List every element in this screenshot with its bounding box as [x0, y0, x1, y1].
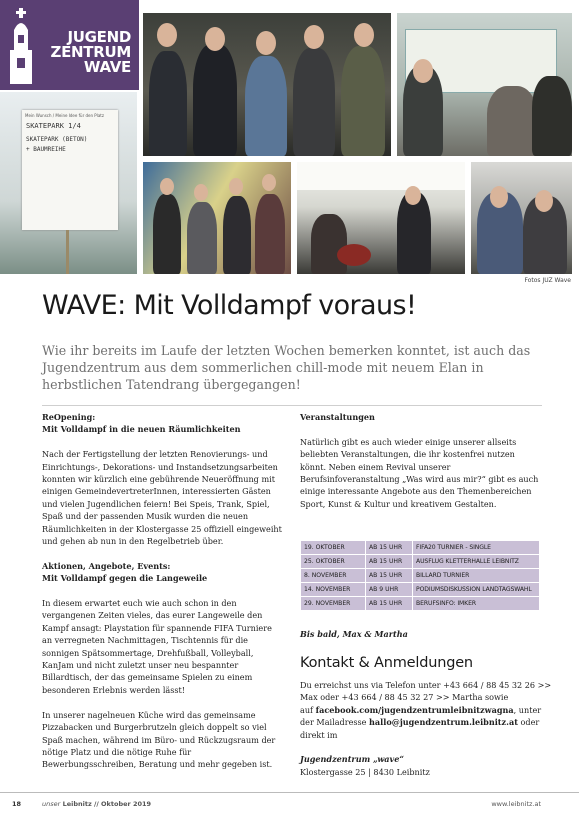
- kontakt-block: [300, 679, 552, 778]
- section-heading-aktionen: Aktionen, Angebote, Events:: [42, 560, 171, 571]
- kontakt-direct: direkt im: [300, 729, 338, 740]
- photo-wish-wall: [397, 13, 572, 156]
- photo-caption: Fotos JUZ Wave: [524, 277, 571, 284]
- events-table: [300, 540, 540, 611]
- article-headline: WAVE: Mit Volldampf voraus!: [42, 290, 417, 321]
- event-row: [301, 583, 540, 597]
- section-heading-reopening: ReOpening:: [42, 412, 96, 422]
- event-row: [301, 555, 540, 569]
- event-title: AUSFLUG KLETTERHALLE LEIBNITZ: [413, 555, 540, 569]
- event-time: AB 15 UHR: [366, 555, 413, 569]
- email-link[interactable]: hallo@jugendzentrum.leibnitz.at: [369, 717, 518, 728]
- event-time: AB 15 UHR: [366, 541, 413, 555]
- photo-wish-card: [0, 92, 137, 274]
- photo-group-officials: [143, 13, 391, 156]
- website-link[interactable]: www.leibnitz.at: [491, 800, 541, 808]
- wish-card-line-2: SKATEPARK (BETON): [26, 136, 88, 143]
- event-title: BILLARD TURNIER: [413, 569, 540, 583]
- magazine-prefix: unser: [42, 800, 61, 808]
- event-time: AB 15 UHR: [366, 597, 413, 611]
- paragraph-veranstaltungen: Natürlich gibt es auch wieder einige unserer allseits beliebten Veranstaltungen, die ihr kostenfrei nutzen könnt. Neben einem Revival unserer Berufsinfoveranstaltung „Was wird aus mir?“ gibt es auch einige interessante Angebote aus den Themenbereichen Sport, Kunst & Kultur und kreativem Gestalten.: [300, 436, 539, 509]
- left-column: [42, 411, 282, 783]
- logo-line-3: WAVE: [83, 58, 131, 76]
- wish-card-line-1: SKATEPARK 1/4: [26, 122, 81, 130]
- kontakt-phone-martha: Max oder +43 664 / 88 45 32 27 >> Martha sowie: [300, 692, 509, 703]
- event-row: [301, 569, 540, 583]
- wish-card-line-3: + BAUMREIHE: [26, 146, 66, 153]
- magazine-issue: [42, 800, 151, 808]
- event-date: 29. NOVEMBER: [301, 597, 366, 611]
- wish-card: [22, 110, 118, 230]
- kontakt-org: Jugendzentrum „wave“: [300, 754, 405, 765]
- kontakt-facebook-suffix: , unter: [513, 704, 542, 715]
- event-title: PODIUMSDISKUSSION LANDTAGSWAHL: [413, 583, 540, 597]
- paragraph-reopening: Nach der Fertigstellung der letzten Renovierungs- und Einrichtungs-, Dekorations- und Instandsetzungsarbeiten konnten wir kürzlich eine gebührende Neueröffnung mit einigen GemeindevertreterInnen, interessierten Gästen und vielen Jugendlichen feiern! Bei Speis, Trank, Spiel, Spaß und der passenden Musik wurden die neuen Räumlichkeiten in der Klostergasse 25 offiziell eingeweiht und gehen ab nun in den Regelbetrieb über.: [42, 449, 282, 547]
- event-row: [301, 541, 540, 555]
- event-date: 14. NOVEMBER: [301, 583, 366, 597]
- church-tower-icon: [6, 8, 36, 84]
- magazine-name: Leibnitz // Oktober 2019: [60, 800, 152, 808]
- event-time: AB 9 UHR: [366, 583, 413, 597]
- kontakt-facebook-line: [300, 704, 545, 716]
- wish-card-stick: [66, 230, 69, 274]
- kontakt-mail-line: [300, 716, 545, 728]
- section-subheading-aktionen: Mit Volldampf gegen die Langeweile: [42, 573, 208, 584]
- photo-two-women: [471, 162, 572, 274]
- photo-four-people: [143, 162, 291, 274]
- signoff: Bis bald, Max & Martha: [300, 629, 408, 639]
- event-title: FIFA20 TURNIER - SINGLE: [413, 541, 540, 555]
- event-date: 25. OKTOBER: [301, 555, 366, 569]
- paragraph-kueche: In unserer nagelneuen Küche wird das gemeinsame Pizzabacken und Burgerbrutzeln gleich doppelt so viel Spaß machen, während im Büro- und Rückzugsraum der nötige Platz und die nötige Ruhe für Bewerbungsschreiben, Beratung und mehr gegeben ist.: [42, 709, 276, 770]
- paragraph-aktionen: In diesem erwartet euch wie auch schon in den vergangenen Zeiten vieles, das eurer Langeweile den Kampf ansagt: Playstation für spannende FIFA Turniere an verregneten Nachmittagen, Tischtennis für die sonnigen Spätsommertage, Drehfußball, Volleyball, KanJam und nicht zuletzt unser neu bespannter Billardtisch, der das gemeinsame Spielen zu einem besonderen Erlebnis werden lässt!: [42, 598, 272, 695]
- juz-wave-logo: [0, 0, 139, 90]
- photo-band: [297, 162, 465, 274]
- lead-separator: [42, 405, 542, 406]
- logo-line-2: ZENTRUM: [50, 43, 131, 61]
- event-date: 19. OKTOBER: [301, 541, 366, 555]
- right-column: [300, 411, 542, 523]
- kontakt-address: Klostergasse 25 | 8430 Leibnitz: [300, 766, 430, 777]
- event-title: BERUFSINFO: IMKER: [413, 597, 540, 611]
- kontakt-mail-prefix: der Mailadresse: [300, 717, 370, 728]
- facebook-link[interactable]: facebook.com/jugendzentrumleibnitzwagna: [315, 704, 514, 715]
- footer-rule: [0, 792, 579, 793]
- event-time: AB 15 UHR: [366, 569, 413, 583]
- logo-text: [51, 30, 131, 75]
- page-number: 18: [12, 800, 22, 808]
- logo-line-1: JUGEND: [67, 28, 131, 46]
- event-date: 8. NOVEMBER: [301, 569, 366, 583]
- wish-card-header: Mein Wunsch / Meine Idee für den Platz: [25, 113, 104, 118]
- kontakt-mail-suffix: oder: [517, 717, 540, 728]
- section-subheading-reopening: Mit Volldampf in die neuen Räumlichkeiten: [42, 424, 241, 435]
- kontakt-heading: Kontakt & Anmeldungen: [300, 655, 473, 671]
- article-lead: Wie ihr bereits im Laufe der letzten Wochen bemerken konntet, ist auch das Jugendzentrum aus dem sommerlichen chill-mode mit neuem Elan in herbstlichen Tatendrang übergegangen!: [42, 343, 531, 392]
- event-row: [301, 597, 540, 611]
- kontakt-facebook-prefix: auf: [300, 704, 316, 715]
- kontakt-phone-max: Du erreichst uns via Telefon unter +43 664 / 88 45 32 26 >>: [300, 680, 552, 690]
- section-heading-veranstaltungen: Veranstaltungen: [300, 412, 375, 422]
